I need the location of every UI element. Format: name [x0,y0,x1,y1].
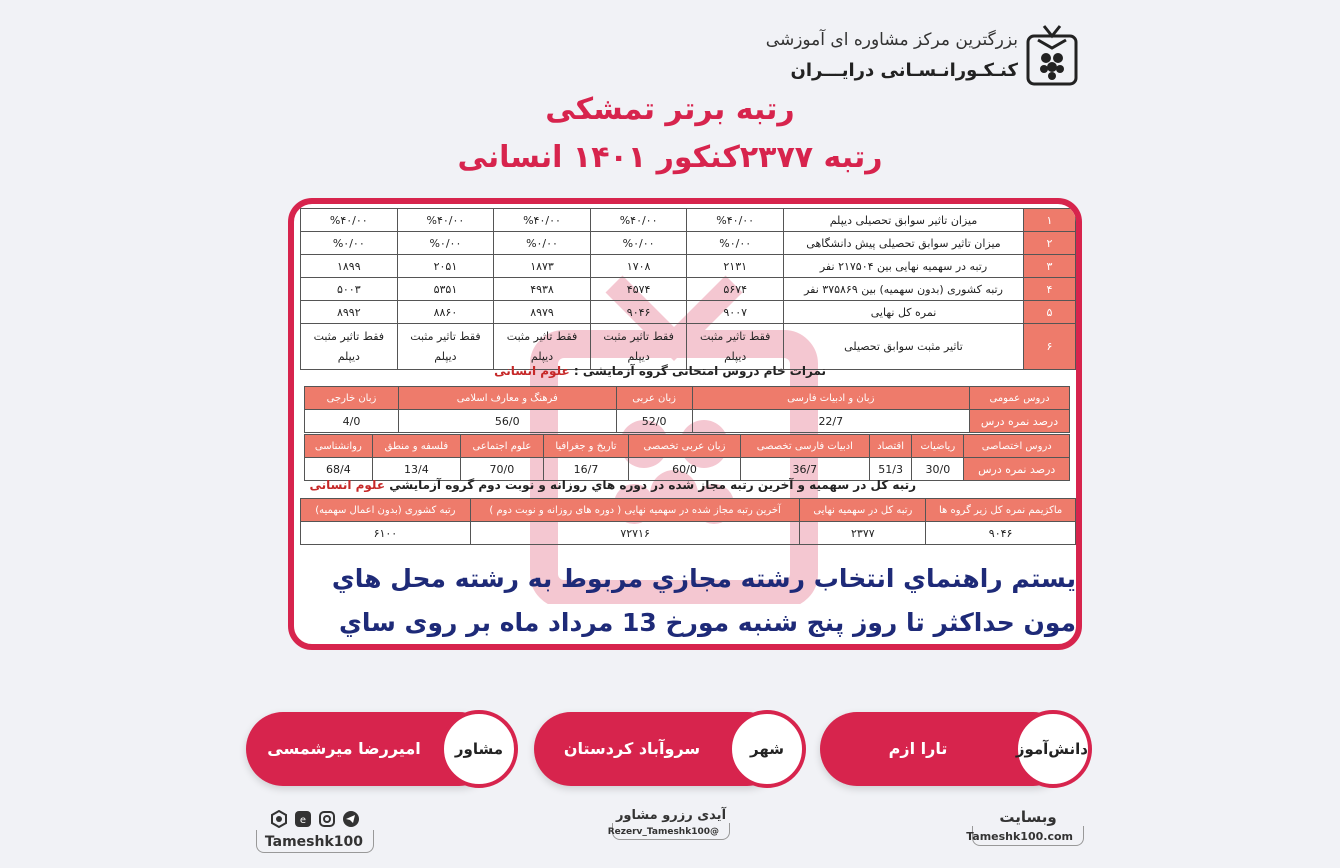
general-label: دروس عمومی [970,387,1070,410]
specialized-subject: فلسفه و منطق [372,435,460,458]
general-subject: زبان عربی [616,387,692,410]
city-label: شهر [728,710,806,788]
website-link[interactable]: Tameshk100.com [966,830,1073,843]
rank-header: رتبه کشوری (بدون اعمال سهمیه) [301,499,471,522]
reserve-id-link[interactable]: @Rezerv_Tameshk100 [607,827,719,837]
row-label: میزان تاثیر سوابق تحصیلی دیپلم [784,209,1024,232]
footer-social [256,808,374,858]
rank-value: ۶۱۰۰ [301,522,471,545]
row-value: %۴۰/۰۰ [494,209,591,232]
row-label: رتبه در سهمیه نهایی بین ۲۱۷۵۰۴ نفر [784,255,1024,278]
row-value: %۰/۰۰ [590,232,687,255]
website-label: وبسایت [999,808,1057,826]
general-subject: زبان و ادبیات فارسی [692,387,970,410]
report-card [288,198,1082,650]
raspberry-logo-icon [1026,22,1078,86]
specialized-value: 60/0 [629,458,740,481]
history-table [300,208,1076,370]
row-number: ۵ [1024,301,1076,324]
row-value: %۰/۰۰ [494,232,591,255]
notice-line-2: مون حداكثر تا روز پنج شنبه مورخ 13 مرداد ماه بر روى ساي [338,608,1076,637]
rank-table [300,498,1076,545]
advisor-label: مشاور [440,710,518,788]
row-value: %۰/۰۰ [301,232,398,255]
row-value: ۸۹۷۹ [494,301,591,324]
row-number: ۴ [1024,278,1076,301]
row-number: ۶ [1024,324,1076,370]
student-pill [820,712,1092,786]
history-row [301,209,1076,232]
brand-header [765,18,1078,90]
specialized-subject: اقتصاد [869,435,911,458]
social-icons [256,808,374,830]
row-value: فقط تاثیر مثبت دیپلم [397,324,494,370]
specialized-value: 36/7 [740,458,869,481]
row-value: فقط تاثیر مثبت دیپلم [301,324,398,370]
raw-scores-title: نمرات خام دروس امتحانی گروه آزمایشی : علوم انسانی [494,364,826,378]
row-value: %۴۰/۰۰ [301,209,398,232]
social-handle: Tameshk100 [264,834,363,850]
row-value: ۱۷۰۸ [590,255,687,278]
row-number: ۲ [1024,232,1076,255]
general-subjects-table [304,386,1070,433]
student-name: تارا ازم [888,739,948,758]
row-label: میزان تاثیر سوابق تحصیلی پیش دانشگاهی [784,232,1024,255]
row-value: ۲۰۵۱ [397,255,494,278]
row-value: فقط تاثیر مثبت دیپلم [590,324,687,370]
rank-value: ۲۳۷۷ [800,522,926,545]
specialized-label: دروس اختصاصی [964,435,1070,458]
row-number: ۱ [1024,209,1076,232]
city-pill [534,712,806,786]
row-value: %۴۰/۰۰ [590,209,687,232]
row-value: ۹۰۴۶ [590,301,687,324]
row-value: ۴۹۳۸ [494,278,591,301]
page-title: رتبه برتر تمشکی [545,92,795,127]
specialized-subject: زبان عربی تخصصی [629,435,740,458]
advisor-pill [246,712,518,786]
specialized-value: 16/7 [543,458,629,481]
specialized-value: 51/3 [869,458,911,481]
row-value: ۱۸۷۳ [494,255,591,278]
row-value: ۵۶۷۴ [687,278,784,301]
specialized-value: 30/0 [912,458,964,481]
history-row [301,255,1076,278]
svg-text:e: e [299,815,307,826]
row-value: %۰/۰۰ [687,232,784,255]
general-value: 56/0 [398,410,616,433]
history-row [301,278,1076,301]
telegram-icon[interactable] [342,810,360,828]
history-row [301,232,1076,255]
rubika-icon[interactable] [270,810,288,828]
history-row [301,301,1076,324]
row-value: ۸۸۶۰ [397,301,494,324]
eitaa-icon[interactable] [294,810,312,828]
page-subtitle: رتبه ۲۳۷۷کنکور ۱۴۰۱ انسانی [457,140,883,175]
specialized-pct-label: درصد نمره درس [964,458,1070,481]
row-value: ۹۰۰۷ [687,301,784,324]
instagram-icon[interactable] [318,810,336,828]
advisor-name: امیررضا میرشمسی [267,739,421,758]
rank-header: ماکزیمم نمره کل زیر گروه ها [926,499,1076,522]
brand-name: کنـکـورانـسـانی درایـــران [790,60,1018,81]
row-value: ۵۰۰۳ [301,278,398,301]
row-value: ۴۵۷۴ [590,278,687,301]
city-name: سروآباد کردستان [563,739,701,758]
specialized-subject: ریاضیات [912,435,964,458]
general-subject: فرهنگ و معارف اسلامی [398,387,616,410]
rank-header: رتبه کل در سهمیه نهایی [800,499,926,522]
row-value: %۴۰/۰۰ [687,209,784,232]
specialized-value: 70/0 [461,458,544,481]
brand-tagline: بزرگترین مرکز مشاوره ای آموزشی [765,30,1018,50]
history-row [301,324,1076,370]
general-value: 22/7 [692,410,970,433]
row-value: ۵۳۵۱ [397,278,494,301]
row-value: ۲۱۳۱ [687,255,784,278]
specialized-subject: علوم اجتماعی [461,435,544,458]
specialized-subject: روانشناسی [305,435,373,458]
rank-header: آخرین رتبه مجاز شده در سهمیه نهایی ( دوره های روزانه و نوبت دوم ) [470,499,800,522]
row-value: فقط تاثیر مثبت دیپلم [687,324,784,370]
general-pct-label: درصد نمره درس [970,410,1070,433]
footer-reserve-id [607,808,730,858]
row-value: %۰/۰۰ [397,232,494,255]
specialized-subject: تاریخ و جغرافیا [543,435,629,458]
rank-value: ۷۲۷۱۶ [470,522,800,545]
row-number: ۳ [1024,255,1076,278]
footer-website [966,808,1084,858]
row-value: %۴۰/۰۰ [397,209,494,232]
general-subject: زبان خارجی [305,387,399,410]
row-value: فقط تاثیر مثبت دیپلم [494,324,591,370]
rank-value: ۹۰۴۶ [926,522,1076,545]
row-label: رتبه کشوری (بدون سهمیه) بین ۳۷۵۸۶۹ نفر [784,278,1024,301]
general-value: 4/0 [305,410,399,433]
specialized-subject: ادبیات فارسی تخصصی [740,435,869,458]
student-label: دانش‌آموز [1014,710,1092,788]
general-value: 52/0 [616,410,692,433]
row-label: نمره کل نهایی [784,301,1024,324]
row-value: ۸۹۹۲ [301,301,398,324]
specialized-value: 68/4 [305,458,373,481]
specialized-value: 13/4 [372,458,460,481]
row-label: تاثیر مثبت سوابق تحصیلی [784,324,1024,370]
specialized-subjects-table [304,434,1070,481]
reserve-id-label: آیدی رزرو مشاور [615,808,727,823]
row-value: ۱۸۹۹ [301,255,398,278]
notice-line-1: یستم راهنماي انتخاب رشته مجازي مربوط به رشته محل هاي [331,564,1076,593]
rank-title: رتبه کل در سهمیه و آخرین رتبه مجاز شده در دوره هاي روزانه و نوبت دوم گروه آزمايشي علوم انسانی [309,478,916,492]
